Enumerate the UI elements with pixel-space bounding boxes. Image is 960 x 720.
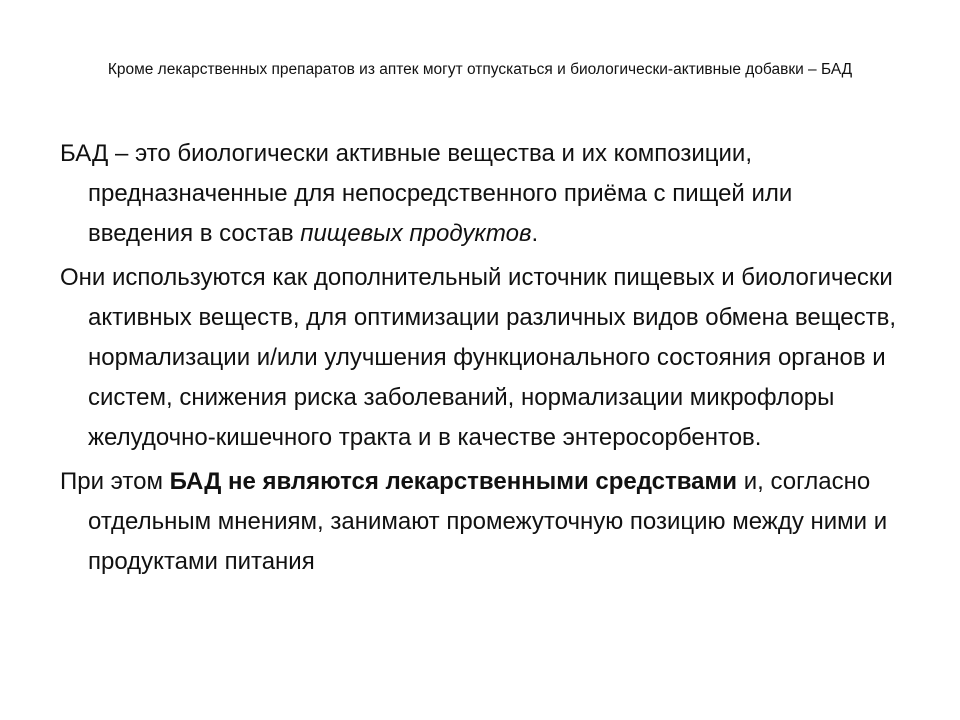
usage-text: Они используются как дополнительный источник пищевых и биологически активных веществ, для оптимизации различных видов обмена веществ, нормализации и/или улучшения функционального состояния органов и систем, снижения риска заболеваний, нормализации микрофлоры желудочно-кишечного тракта и в качестве энтеросорбентов. bbox=[60, 264, 896, 451]
definition-text: БАД – это биологически активные вещества и их композиции, предназначенные для непосредственного приёма с пищей или введения в состав bbox=[60, 140, 793, 247]
status-intro: При этом bbox=[60, 468, 170, 495]
not-medicine-statement: БАД не являются лекарственными средствами bbox=[169, 468, 738, 495]
status-text: и, согласно отдельным мнениям, занимают промежуточную позицию между ними и продуктами питания bbox=[88, 468, 888, 575]
definition-end: . bbox=[531, 220, 539, 247]
paragraph-definition bbox=[60, 134, 900, 254]
food-products-term: пищевых продуктов bbox=[300, 220, 532, 247]
slide-body bbox=[60, 134, 900, 582]
paragraph-status bbox=[60, 462, 900, 582]
paragraph-usage bbox=[60, 258, 900, 458]
slide-title: Кроме лекарственных препаратов из аптек могут отпускаться и биологически-активные добавки – БАД bbox=[107, 61, 853, 78]
